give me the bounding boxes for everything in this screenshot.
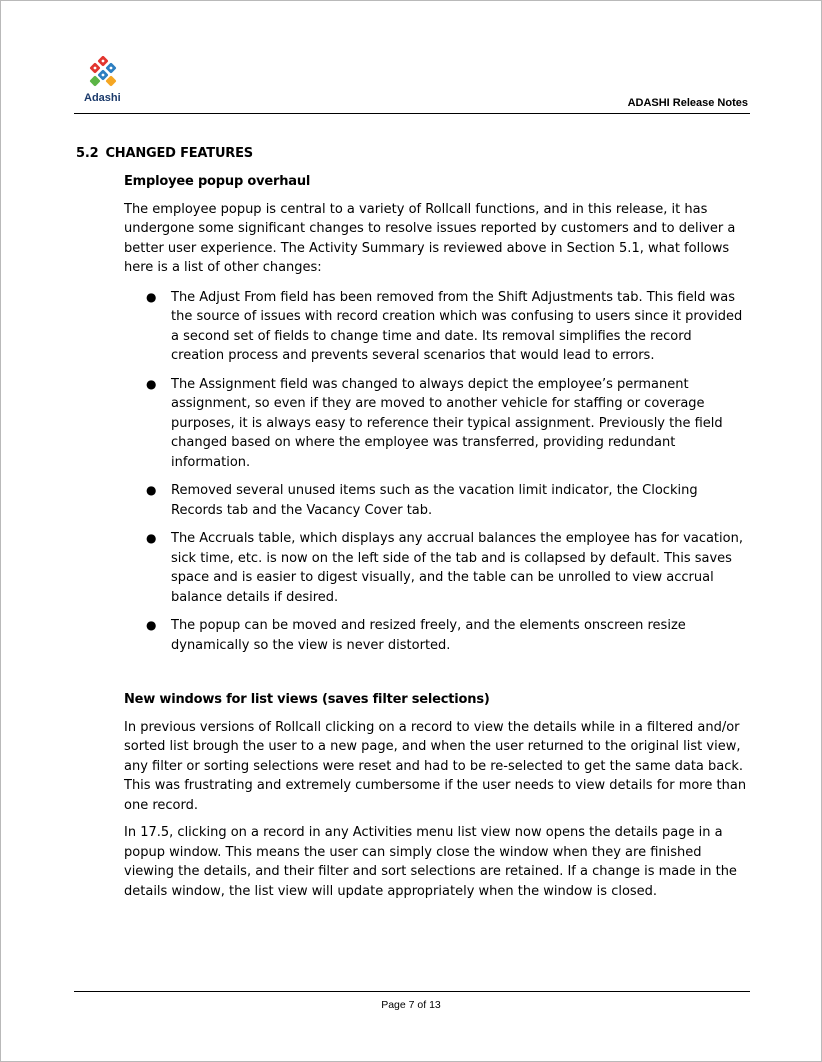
employee-popup-intro: The employee popup is central to a variety of Rollcall functions, and in this release, it has undergone some significant changes to resolve issues reported by customers and to deliver a better user experience. The Activity Summary is reviewed above in Section 5.1, what follows here is a list of other changes:: [124, 201, 736, 275]
list-item: [123, 375, 748, 473]
new-windows-paragraph-1: In previous versions of Rollcall clicking on a record to view the details while in a filtered and/or sorted list brough the user to a new page, and when the user returned to the original list view, any filter or sorting selections were reset and had to be re-selected to get the same data back. This was frustrating and extremely cumbersome if the user needs to view details for more than one record.: [124, 719, 747, 813]
list-item: [123, 529, 748, 607]
bullet-icon: ●: [146, 483, 157, 497]
logo-text: Adashi: [84, 92, 121, 104]
header-title: ADASHI Release Notes: [627, 97, 748, 109]
list-item-text: Removed several unused items such as the vacation limit indicator, the Clocking Records tab and the Vacancy Cover tab.: [171, 483, 698, 518]
list-item: [123, 288, 748, 366]
page-number: Page 7 of 13: [381, 999, 441, 1011]
employee-popup-section: [124, 172, 748, 664]
new-windows-section: [124, 690, 748, 901]
section-number: 5.2: [76, 146, 99, 161]
bullet-icon: ●: [146, 531, 157, 545]
list-item-text: The Adjust From field has been removed from the Shift Adjustments tab. This field was the source of issues with record creation which was confusing to users since it provided a second set of fields to change time and date. Its removal simplifies the record creation process and prevents several scenarios that would lead to errors.: [171, 289, 743, 363]
list-item-text: The Assignment field was changed to always depict the employee’s permanent assignment, so even if they are moved to another vehicle for staffing or coverage purposes, it is always easy to reference their typical assignment. Previously the field changed based on where the employee was transferred, providing redundant information.: [171, 376, 723, 470]
section-title: CHANGED FEATURES: [105, 146, 253, 161]
logo-mark-icon: [89, 56, 116, 87]
bullet-icon: ●: [146, 289, 157, 304]
footer-divider: [74, 991, 750, 992]
section-heading: [76, 144, 253, 164]
list-item-text: The popup can be moved and resized freely, and the elements onscreen resize dynamically so the view is never distorted.: [171, 618, 686, 653]
list-item-text: The Accruals table, which displays any accrual balances the employee has for vacation, sick time, etc. is now on the left side of the tab and is collapsed by default. This saves space and is easier to digest visually, and the table can be unrolled to view accrual balance details if desired.: [171, 531, 743, 605]
bullet-icon: ●: [146, 618, 157, 632]
new-windows-heading: New windows for list views (saves filter selections): [124, 692, 490, 707]
header-divider: [74, 113, 750, 114]
bullet-icon: ●: [146, 376, 157, 391]
list-item: [123, 616, 748, 655]
employee-popup-heading: Employee popup overhaul: [124, 174, 311, 189]
list-item: [123, 481, 748, 520]
changes-list: [123, 288, 748, 656]
new-windows-paragraph-2: In 17.5, clicking on a record in any Activities menu list view now opens the details page in a popup window. This means the user can simply close the window when they are finished viewing the details, and their filter and sort selections are retained. If a change is made in the details window, the list view will update appropriately when the window is closed.: [124, 825, 737, 899]
